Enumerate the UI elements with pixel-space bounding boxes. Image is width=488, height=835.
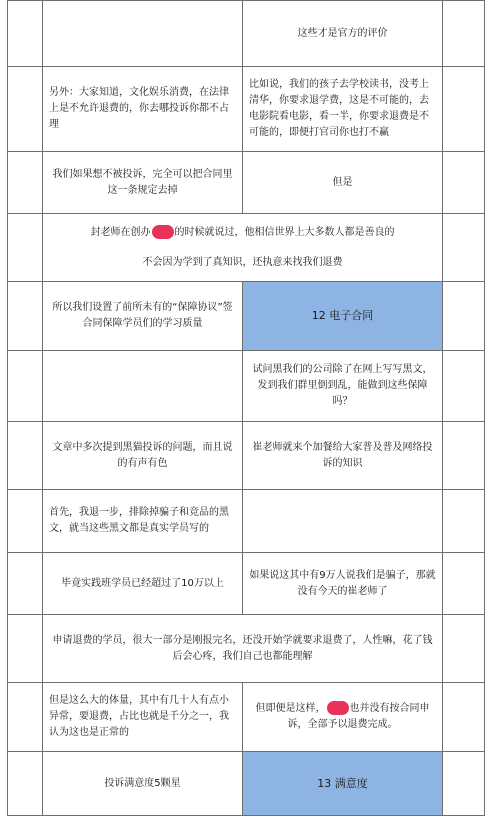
empty-cell — [8, 683, 43, 752]
left-cell: 首先，我退一步，排除掉骗子和竞品的黑文，就当这些黑文都是真实学员写的 — [43, 490, 243, 553]
table-row — [8, 490, 485, 553]
empty-cell — [8, 214, 43, 282]
right-cell: 试问黑我们的公司除了在网上写写黑文，发到我们群里倒到乱，能做到这些保障吗？ — [243, 351, 443, 422]
empty-cell — [8, 67, 43, 152]
table-row — [8, 422, 485, 490]
table-row — [8, 152, 485, 214]
empty-cell — [8, 1, 43, 67]
table-row — [8, 615, 485, 683]
right-cell: 这些才是官方的评价 — [243, 1, 443, 67]
section-heading-cell: 13 满意度 — [243, 752, 443, 816]
empty-cell — [8, 752, 43, 816]
table-row — [8, 214, 485, 282]
section-heading-cell: 12 电子合同 — [243, 282, 443, 351]
right-cell — [243, 683, 443, 752]
empty-cell — [8, 152, 43, 214]
merged-line — [49, 218, 436, 248]
merged-text: 的时候就说过，他相信世界上大多数人都是善良的 — [174, 226, 395, 238]
empty-cell — [8, 422, 43, 490]
redaction-mark — [327, 701, 349, 715]
empty-cell — [8, 351, 43, 422]
empty-cell — [443, 615, 485, 683]
left-cell — [43, 1, 243, 67]
content-table — [7, 0, 485, 816]
right-text: 但即便是这样， — [255, 703, 326, 714]
empty-cell — [443, 1, 485, 67]
left-cell: 文章中多次提到黑猫投诉的问题，而且说的有声有色 — [43, 422, 243, 490]
empty-cell — [443, 214, 485, 282]
merged-cell — [43, 214, 443, 282]
left-cell: 投诉满意度5颗星 — [43, 752, 243, 816]
empty-cell — [443, 67, 485, 152]
empty-cell — [443, 490, 485, 553]
table-row — [8, 351, 485, 422]
right-cell: 如果说这其中有9万人说我们是骗子，那就没有今天的崔老师了 — [243, 553, 443, 615]
empty-cell — [443, 683, 485, 752]
left-cell: 毕竟实践班学员已经超过了10万以上 — [43, 553, 243, 615]
empty-cell — [8, 490, 43, 553]
left-cell: 所以我们设置了前所未有的“保障协议”签合同保障学员们的学习质量 — [43, 282, 243, 351]
empty-cell — [443, 152, 485, 214]
empty-cell — [443, 422, 485, 490]
merged-line: 不会因为学到了真知识，还执意来找我们退费 — [142, 256, 343, 268]
empty-cell — [8, 282, 43, 351]
left-cell — [43, 351, 243, 422]
table-row — [8, 683, 485, 752]
empty-cell — [443, 282, 485, 351]
redaction-mark — [152, 225, 174, 239]
table-row — [8, 67, 485, 152]
table-row — [8, 752, 485, 816]
right-cell: 但是 — [243, 152, 443, 214]
table-row — [8, 282, 485, 351]
merged-text: 封老师在创办 — [90, 226, 151, 238]
right-cell: 比如说，我们的孩子去学校读书，没考上清华，你要求退学费，这是不可能的，去电影院看电影，看一半，你要求退费是不可能的，即便打官司你也打不赢 — [243, 67, 443, 152]
empty-cell — [443, 553, 485, 615]
table-row — [8, 1, 485, 67]
right-text: 也并没有按合同申诉，全部予以退费完成。 — [287, 703, 430, 730]
right-cell — [243, 490, 443, 553]
empty-cell — [8, 553, 43, 615]
empty-cell — [8, 615, 43, 683]
right-cell: 崔老师就来个加餐给大家普及普及网络投诉的知识 — [243, 422, 443, 490]
table-row — [8, 553, 485, 615]
left-cell: 另外：大家知道，文化娱乐消费，在法律上是不允许退费的，你去哪投诉你都不占理 — [43, 67, 243, 152]
empty-cell — [443, 351, 485, 422]
left-cell: 但是这么大的体量，其中有几十人有点小异常，要退费，占比也就是千分之一，我认为这也是正常的 — [43, 683, 243, 752]
merged-cell: 申请退费的学员，很大一部分是刚报完名，还没开始学就要求退费了，人性嘛，花了钱后会心疼，我们自己也都能理解 — [43, 615, 443, 683]
left-cell: 我们如果想不被投诉，完全可以把合同里这一条规定去掉 — [43, 152, 243, 214]
empty-cell — [443, 752, 485, 816]
